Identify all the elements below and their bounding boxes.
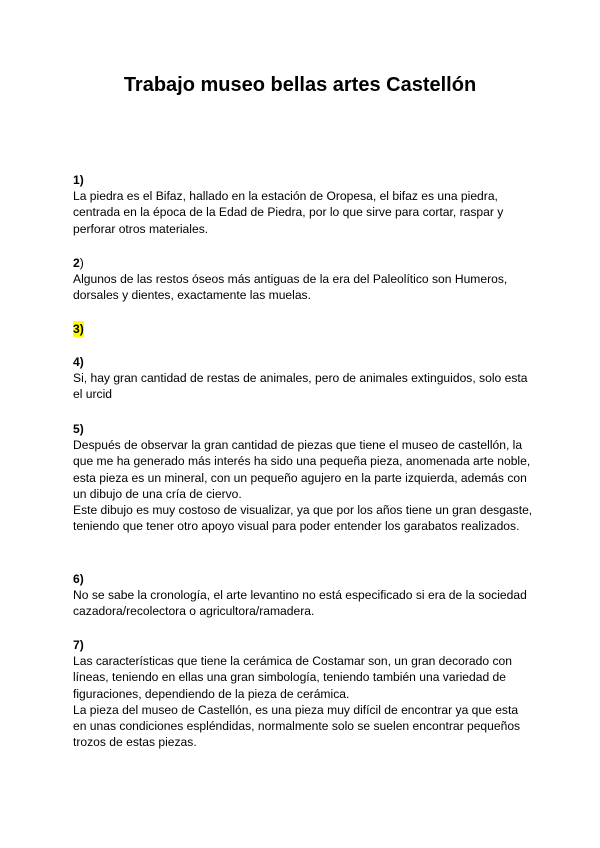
section-7 <box>73 637 533 750</box>
section-1 <box>73 172 533 237</box>
section-number: 6) <box>73 572 84 586</box>
document-title: Trabajo museo bellas artes Castellón <box>123 74 477 96</box>
section-paragraph: La pieza del museo de Castellón, es una pieza muy difícil de encontrar ya que esta en unas condiciones espléndidas, normalmente solo se suelen encontrar pequeños trozos de estas piezas. <box>73 702 521 750</box>
section-paragraph: Las características que tiene la cerámica de Costamar son, un gran decorado con líneas, teniendo en ellas una gran simbología, teniendo también una variedad de figuraciones, dependiendo de la pieza de cerámica. <box>73 654 512 701</box>
section-5 <box>73 421 533 534</box>
section-paragraph: Si, hay gran cantidad de restas de animales, pero de animales extinguidos, solo esta el urcid <box>73 371 528 402</box>
section-paragraph: Después de observar la gran cantidad de piezas que tiene el museo de castellón, la que me ha generado más interés ha sido una pequeña pieza, anomenada arte noble, esta pieza es un mineral, con un pequeño agujero en la parte izquierda, además con un dibujo de una cría de ciervo. <box>73 438 531 501</box>
section-paragraph: Este dibujo es muy costoso de visualizar, ya que por los años tiene un gran desgaste, teniendo que tener otro apoyo visual para poder entender los garabatos realizados. <box>73 503 533 534</box>
section-6 <box>73 571 533 620</box>
section-number: 5) <box>73 422 84 436</box>
section-number-highlighted: 3) <box>73 322 84 336</box>
section-number: 4) <box>73 355 84 369</box>
section-number: 7) <box>73 638 84 652</box>
section-paragraph: La piedra es el Bifaz, hallado en la estación de Oropesa, el bifaz es una piedra, centrada en la época de la Edad de Piedra, por lo que sirve para cortar, raspar y perforar otros materiales. <box>73 189 504 236</box>
section-2 <box>73 255 533 304</box>
section-3 <box>73 321 533 337</box>
section-number: 1) <box>73 173 84 187</box>
section-number: 2) <box>73 256 84 270</box>
section-4 <box>73 354 533 403</box>
section-paragraph: Algunos de las restos óseos más antiguas de la era del Paleolítico son Humeros, dorsales y dientes, exactamente las muelas. <box>73 272 508 303</box>
section-paragraph: No se sabe la cronología, el arte levantino no está especificado si era de la sociedad cazadora/recolectora o agricultora/ramadera. <box>73 588 527 619</box>
